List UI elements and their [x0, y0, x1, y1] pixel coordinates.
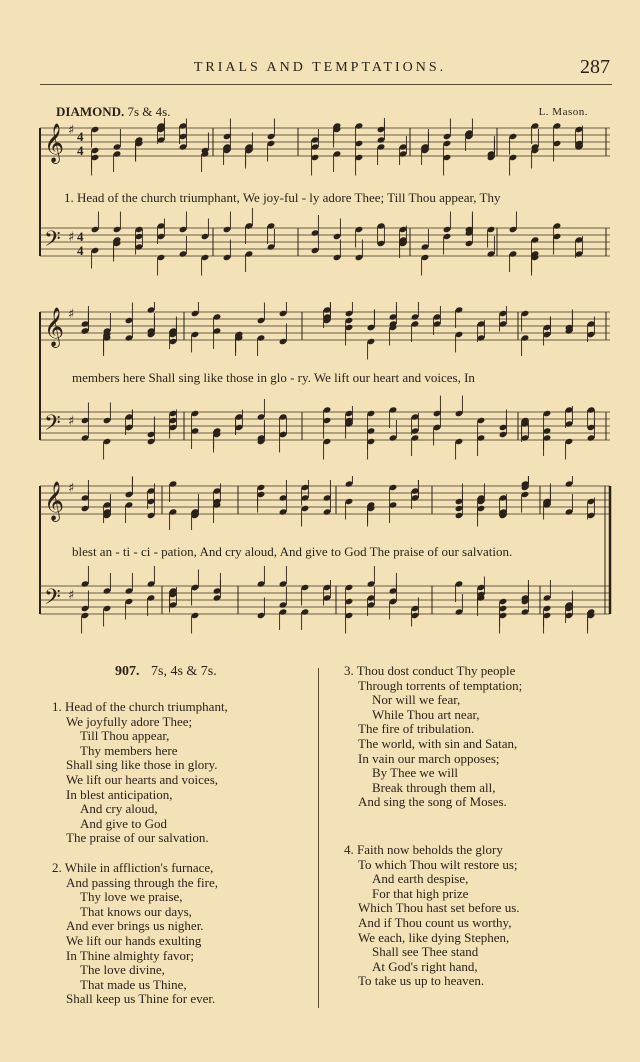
stanza-line: And give to God	[80, 815, 168, 831]
stanza-line: And cry aloud,	[80, 801, 158, 817]
stanza-line: That knows our days,	[80, 903, 192, 919]
hymn-number: 907.	[115, 664, 140, 679]
sharp-icon: ♯	[68, 588, 75, 603]
stanza-1	[52, 700, 228, 846]
time-signature-top: 4	[77, 229, 84, 244]
tune-name: DIAMOND.	[56, 104, 125, 119]
music-lyric-line-3: blest an - ti - ci - pation, And cry aloud, And give to God The praise of our salvation.	[72, 544, 513, 559]
stanza-line: 1. Head of the church triumphant,	[52, 699, 228, 714]
time-signature-bottom: 4	[77, 243, 84, 258]
sharp-icon: ♯	[68, 230, 75, 245]
sharp-icon: ♯	[68, 307, 75, 322]
stanza-line: In vain our march opposes;	[358, 750, 500, 766]
music-lyric-line-2: members here Shall sing like those in glo - ry. We lift our heart and voices, In	[72, 370, 475, 385]
stanza-line: Nor will we fear,	[372, 692, 461, 708]
stanza-line: And sing the song of Moses.	[358, 794, 507, 810]
stanza-line: Shall keep us Thine for ever.	[66, 991, 216, 1007]
stanza-3	[344, 664, 522, 810]
stanza-line: We lift our hands exulting	[66, 932, 202, 948]
page-number: 287	[580, 56, 610, 78]
header-rule	[40, 84, 612, 85]
stanza-line: Which Thou hast set before us.	[358, 900, 520, 916]
stanza-line: To which Thou wilt restore us;	[358, 856, 518, 872]
bass-clef-icon: 𝄢	[44, 411, 61, 441]
treble-clef-icon: 𝄞	[44, 123, 65, 163]
sharp-icon: ♯	[68, 414, 75, 429]
stanza-line: In blest anticipation,	[66, 786, 173, 802]
stanza-line: In Thine almighty favor;	[66, 947, 194, 963]
time-signature-bottom: 4	[77, 143, 84, 158]
tune-meter: 7s & 4s.	[127, 104, 171, 119]
stanza-line: Thy members here	[80, 742, 178, 758]
stanza-line: 3. Thou dost conduct Thy people	[344, 663, 516, 678]
composer-credit: L. Mason.	[538, 106, 588, 118]
bass-clef-icon: 𝄢	[44, 227, 61, 257]
stanza-line: And passing through the fire,	[66, 874, 219, 890]
hymn-meter: 7s, 4s & 7s.	[151, 664, 217, 679]
sharp-icon: ♯	[68, 481, 75, 496]
stanza-line: The fire of tribulation.	[358, 721, 475, 737]
stanza-line: 4. Faith now beholds the glory	[344, 842, 503, 857]
stanza-line: We joyfully adore Thee;	[66, 713, 193, 729]
page-header-title: TRIALS AND TEMPTATIONS.	[193, 60, 447, 75]
stanza-line: That made us Thine,	[80, 976, 187, 992]
sharp-icon: ♯	[68, 123, 75, 138]
stanza-line: And earth despise,	[372, 871, 469, 887]
stanza-line: And if Thou count us worthy,	[358, 914, 512, 930]
music-lyric-line-1: 1. Head of the church triumphant, We joy-ful - ly adore Thee; Till Thou appear, Thy	[64, 190, 501, 205]
treble-clef-icon: 𝄞	[44, 307, 65, 347]
stanza-line: Shall see Thee stand	[372, 944, 479, 960]
stanza-line: For that high prize	[372, 885, 469, 901]
stanza-line: The world, with sin and Satan,	[358, 735, 518, 751]
stanza-line: At God's right hand,	[372, 958, 478, 974]
stanza-line: To take us up to heaven.	[358, 973, 485, 989]
stanza-line: Thy love we praise,	[80, 889, 183, 905]
stanza-line: The love divine,	[80, 962, 165, 978]
stanza-line: We lift our hearts and voices,	[66, 771, 219, 787]
stanza-line: While Thou art near,	[372, 706, 480, 722]
stanza-line: Break through them all,	[372, 779, 496, 795]
time-signature-top: 4	[77, 129, 84, 144]
stanza-line: Shall sing like those in glory.	[66, 757, 218, 773]
treble-clef-icon: 𝄞	[44, 481, 65, 521]
bass-clef-icon: 𝄢	[44, 585, 61, 615]
stanza-line: The praise of our salvation.	[66, 830, 209, 846]
stanza-4	[344, 843, 520, 989]
stanza-line: Till Thou appear,	[80, 728, 170, 744]
stanza-line: Through torrents of temptation;	[358, 677, 523, 693]
stanza-line: We each, like dying Stephen,	[358, 929, 510, 945]
stanza-line: By Thee we will	[372, 765, 459, 781]
hymn-heading	[115, 664, 217, 680]
stanza-2	[52, 861, 218, 1007]
column-divider	[318, 668, 319, 1008]
stanza-line: 2. While in affliction's furnace,	[52, 860, 214, 875]
stanza-line: And ever brings us nigher.	[66, 918, 204, 934]
